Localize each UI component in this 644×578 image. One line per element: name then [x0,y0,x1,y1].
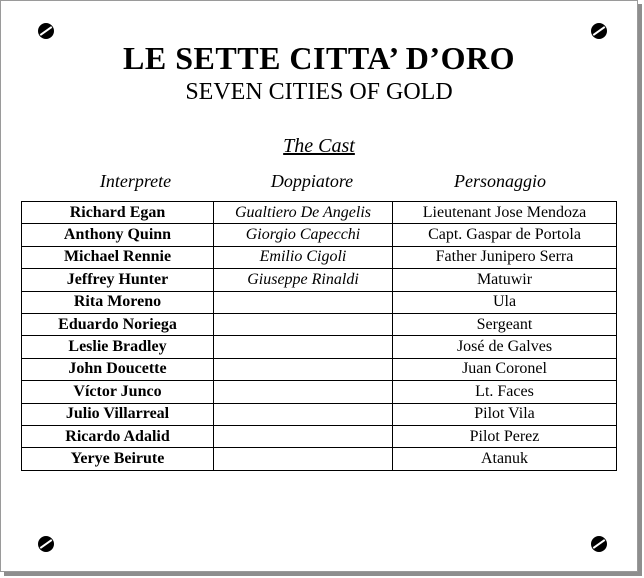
table-row [22,448,617,470]
screw-top-right-icon [591,23,607,39]
role-cell: Father Junipero Serra [393,246,617,268]
table-row [22,358,617,380]
table-row [22,336,617,358]
dubber-cell [214,358,393,380]
actor-cell: Rita Moreno [22,291,214,313]
actor-cell: Eduardo Noriega [22,313,214,335]
actor-cell: Julio Villarreal [22,403,214,425]
role-cell: Matuwir [393,269,617,291]
table-row [22,291,617,313]
actor-cell: Jeffrey Hunter [22,269,214,291]
cast-heading: The Cast [283,135,355,157]
table-row [22,381,617,403]
actor-cell: Víctor Junco [22,381,214,403]
dubber-cell [214,403,393,425]
role-cell: Pilot Perez [393,425,617,447]
dubber-cell [214,336,393,358]
dubber-cell [214,291,393,313]
dubber-cell [214,448,393,470]
screw-bottom-right-icon [591,536,607,552]
table-row [22,224,617,246]
table-row [22,425,617,447]
dubber-cell [214,313,393,335]
actor-cell: Anthony Quinn [22,224,214,246]
page-subtitle: SEVEN CITIES OF GOLD [185,79,453,105]
role-cell: Ula [393,291,617,313]
column-header-actor: Interprete [99,171,172,191]
page-title: LE SETTE CITTA’ D’ORO [123,40,515,76]
column-header-role: Personaggio [454,171,546,191]
actor-cell: Ricardo Adalid [22,425,214,447]
role-cell: Lieutenant Jose Mendoza [393,202,617,224]
table-row [22,403,617,425]
table-row [22,313,617,335]
role-cell: Capt. Gaspar de Portola [393,224,617,246]
role-cell: Juan Coronel [393,358,617,380]
table-row [22,246,617,268]
table-row [22,269,617,291]
dubber-cell: Giorgio Capecchi [214,224,393,246]
role-cell: Lt. Faces [393,381,617,403]
actor-cell: John Doucette [22,358,214,380]
column-header-dubber: Doppiatore [270,171,354,191]
actor-cell: Leslie Bradley [22,336,214,358]
dubber-cell [214,381,393,403]
dubber-cell: Gualtiero De Angelis [214,202,393,224]
actor-cell: Richard Egan [22,202,214,224]
role-cell: Sergeant [393,313,617,335]
screw-bottom-left-icon [38,536,54,552]
cast-table [21,201,617,471]
role-cell: José de Galves [393,336,617,358]
role-cell: Atanuk [393,448,617,470]
role-cell: Pilot Vila [393,403,617,425]
table-row [22,202,617,224]
dubber-cell: Emilio Cigoli [214,246,393,268]
actor-cell: Yerye Beirute [22,448,214,470]
screw-top-left-icon [38,23,54,39]
dubber-cell: Giuseppe Rinaldi [214,269,393,291]
actor-cell: Michael Rennie [22,246,214,268]
dubber-cell [214,425,393,447]
